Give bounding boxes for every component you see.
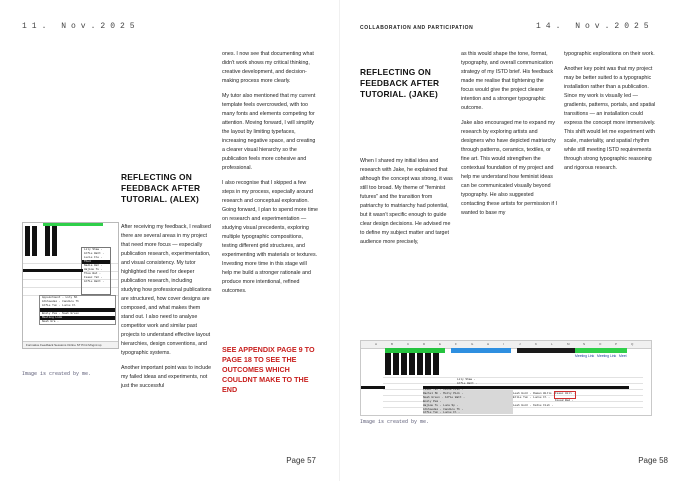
paragraph: typographic explorations on their work. bbox=[564, 51, 655, 57]
page-number: Page 57 bbox=[286, 456, 316, 465]
text-column bbox=[564, 50, 660, 179]
date-column-header bbox=[433, 353, 439, 375]
date-column-header bbox=[45, 226, 50, 256]
paragraph: Another key point was that my project may be better suited to a typographic installation rather than a publication. Since my work is visually led — gradients, patterns, portals, and spatial transitions — an installation could express the concept more immersively. This shift would let me experiment with scale, materiality, and spatial rhythm while still meeting ISTD requirements through strong typographic reasoning and rigorous research. bbox=[564, 66, 656, 171]
date-column-header bbox=[409, 353, 415, 375]
green-band bbox=[575, 348, 627, 353]
page-date: 14. Nov.2025 bbox=[536, 22, 654, 31]
date-column-header bbox=[385, 353, 391, 375]
paragraph: ones. I now see that documenting what didn't work shows my critical thinking, creative development, and decision-making process more clearly. bbox=[222, 51, 314, 84]
date-column-header bbox=[425, 353, 431, 375]
text-column bbox=[461, 50, 557, 224]
page-number: Page 58 bbox=[638, 456, 668, 465]
date-column-header bbox=[52, 226, 57, 256]
paragraph: I also recognise that I skipped a few steps in my process, especially around research and conceptual exploration. Going forward, I plan to spend more time on research and experimentation — studying visual precedents, exploring multiple typographic compositions, testing different grid structures, and experimenting with materials or textures. Investing more time in this stage will help me build a stronger rationale and produce more intentional, refined outcomes. bbox=[222, 180, 318, 294]
meeting-link: Meeting Link bbox=[575, 354, 595, 358]
date-column-header bbox=[393, 353, 399, 375]
timetable-spreadsheet-image: A B C D E F G H I J K L M N O P Q Meeting Link Meeting Link Meet Lily Shaw - Alfie Watt - Isaac Yat - Katie Fish - Rachel Sh - Molly Pick - Leah Hunt - Roman Wills - Isaac Hill - Noah Green - Alfie Watt - Ellie Tun - Lucie Fl - Emily Pem - Hajime Tu - Luca Sp - Alkhoodai - Candice Th - Alfie Tun - Lucie Fl - Leah Hunt - Katie Fish - Fouad Bed - bbox=[360, 340, 652, 416]
section-heading: REFLECTING ON FEEDBACK AFTER TUTORIAL. (ALEX) bbox=[121, 172, 201, 204]
image-caption: Image is created by me. bbox=[22, 371, 92, 377]
column-header-row: A B C D E F G H I J K L M N O P Q bbox=[361, 341, 651, 349]
row-divider bbox=[361, 386, 385, 389]
text-column bbox=[121, 223, 213, 397]
section-heading: REFLECTING ON FEEDBACK AFTER TUTORIAL. (JAKE) bbox=[360, 67, 440, 99]
page-date: 11. Nov.2025 bbox=[22, 22, 140, 31]
appointments-block: Appointment - Lily Sh Alkhoodai - Candice Th Alfie Tun - Lucie Fl Emily Pem - Noah Green Meeting Link Noah Gra - bbox=[39, 295, 116, 325]
section-label: COLLABORATION AND PARTICIPATION bbox=[360, 25, 474, 31]
date-column-header bbox=[401, 353, 407, 375]
paragraph: Another important point was to include my failed ideas and experiments, not just the successful bbox=[121, 365, 212, 389]
image-caption: Image is created by me. bbox=[360, 419, 430, 425]
row-divider bbox=[23, 269, 83, 272]
date-column-header bbox=[25, 226, 30, 256]
schedule-spreadsheet-image bbox=[22, 222, 119, 349]
appendix-note: SEE APPENDIX PAGE 9 TO PAGE 18 TO SEE THE OUTCOMES WHICH COULDNT MAKE TO THE END bbox=[222, 345, 315, 394]
meeting-link: Meeting Link bbox=[597, 354, 617, 358]
paragraph: My tutor also mentioned that my current template feels overcrowded, with too many fonts and elements competing for attention. Moving forward, I will simplify the layout by limiting typefaces, increasing negative space, and creating a clearer visual hierarchy so the publication feels more cohesive and professional. bbox=[222, 93, 316, 171]
black-band bbox=[517, 348, 575, 353]
blue-band bbox=[451, 348, 511, 353]
meeting-link: Meet bbox=[619, 354, 627, 358]
paragraph: When I shared my initial idea and research with Jake, he explained that although the concept was strong, it was still too broad. My theme of "feminist futures" and the transition from patriarchy to matriarchy had potential, but it wasn't specific enough to guide clear design decisions. He advised me to define my subject matter and target audience more precisely, bbox=[360, 158, 453, 245]
paragraph: Jake also encouraged me to expand my research by exploring artists and designers who have depicted matriarchy through patterns, ceramics, textiles, or fine art. This would strengthen the contextual foundation of my project and help me understand how feminist ideas can be communicated visually beyond typography. He also suggested contacting these artists for permission if I wanted to base my bbox=[461, 120, 557, 216]
text-column bbox=[360, 157, 456, 253]
tutorial-slot-list: Lily Shaw - Alfie Watt - Lucie Fle - Thu4 Nadia Wat - Hajime Tu - Thea Wat - Isaac Yat - Alfie Watt - bbox=[81, 247, 111, 295]
date-column-header bbox=[32, 226, 37, 256]
paragraph: as this would shape the tone, format, typography, and overall communication strategy of my ISTD brief. His feedback made me realise that tightening the focus would give the project clearer intention and a stronger typographic outcome. bbox=[461, 51, 554, 111]
text-column bbox=[222, 50, 318, 302]
paragraph: After receiving my feedback, I realised there are several areas in my project that need more focus — especially publication research, experimentation, and visual consistency. My tutor highlighted the need for deeper publication research, including studying how professional publications are structured, how cover designs are composed, and what makes them stand out. I also need to analyse competitor work and similar past projects to understand effective layout hierarchies, design conventions, and typographic systems. bbox=[121, 224, 212, 356]
date-column-header bbox=[417, 353, 423, 375]
sheet-tab-strip: Formative Feedback Sessions Online ST Print Mngmt sp bbox=[23, 341, 118, 348]
